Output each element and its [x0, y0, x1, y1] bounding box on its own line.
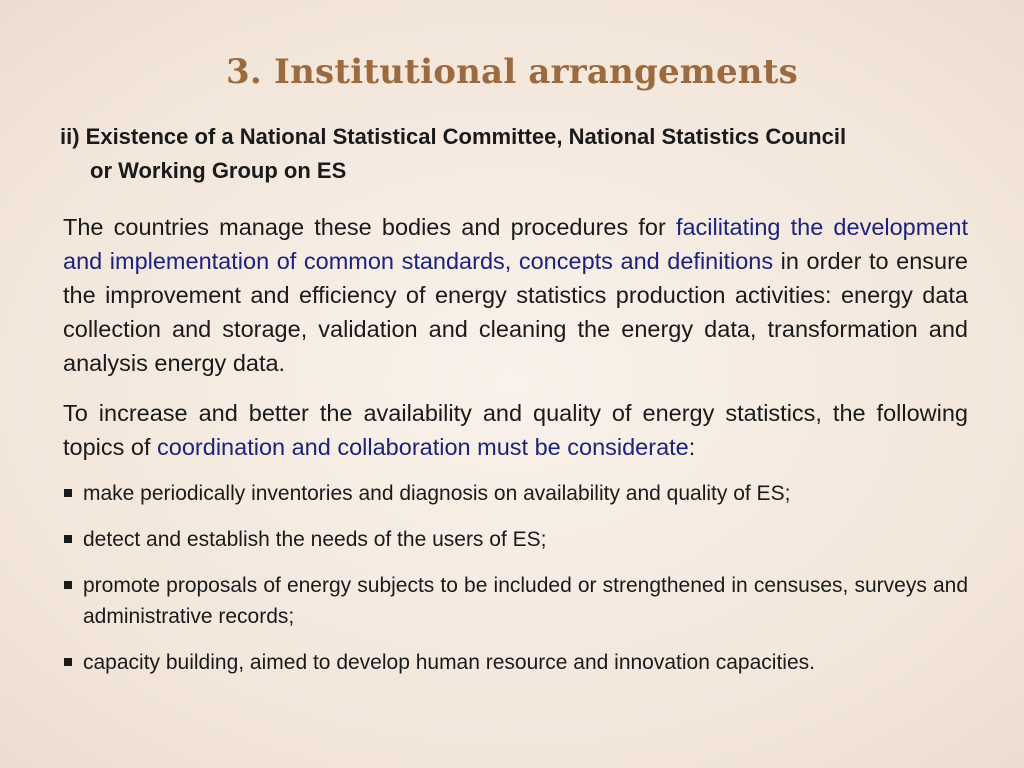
- paragraph-coordination-topics: [63, 396, 968, 464]
- square-bullet-icon: [64, 535, 72, 543]
- paragraph-bodies-procedures: [63, 210, 968, 380]
- subtitle-line-2: or Working Group on ES: [90, 158, 347, 183]
- list-item: [63, 570, 968, 632]
- slide-subtitle: [60, 120, 960, 188]
- slide-title: 3. Institutional arrangements: [226, 52, 798, 92]
- paragraph-1-intro: The countries manage these bodies and procedures for: [63, 214, 676, 240]
- list-item-text: detect and establish the needs of the users of ES;: [83, 528, 547, 551]
- list-item-text: make periodically inventories and diagnosis on availability and quality of ES;: [83, 482, 791, 505]
- subtitle-line-1: ii) Existence of a National Statistical Committee, National Statistics Council: [60, 124, 847, 149]
- list-item-text: capacity building, aimed to develop human resource and innovation capacities.: [83, 651, 815, 674]
- square-bullet-icon: [64, 658, 72, 666]
- list-item: [63, 478, 968, 509]
- paragraph-2-intro: To increase and better the availability and quality of energy statistics, the following topics of: [63, 400, 968, 460]
- list-item: [63, 647, 968, 678]
- paragraph-2-end: :: [688, 434, 696, 460]
- square-bullet-icon: [64, 489, 72, 497]
- list-item-text: promote proposals of energy subjects to be included or strengthened in censuses, surveys and administrative records;: [83, 574, 968, 628]
- paragraph-2-highlight: coordination and collaboration must be considerate: [157, 434, 689, 460]
- list-item: [63, 524, 968, 555]
- topics-bullet-list: [63, 478, 968, 693]
- paragraph-1-highlight: facilitating the development and implementation of common standards, concepts and definitions: [63, 214, 968, 274]
- square-bullet-icon: [64, 581, 72, 589]
- paragraph-1-rest: in order to ensure the improvement and efficiency of energy statistics production activities: energy data collection and storage, validation and cleaning the energy data, transformation and analysis energy data.: [63, 248, 968, 376]
